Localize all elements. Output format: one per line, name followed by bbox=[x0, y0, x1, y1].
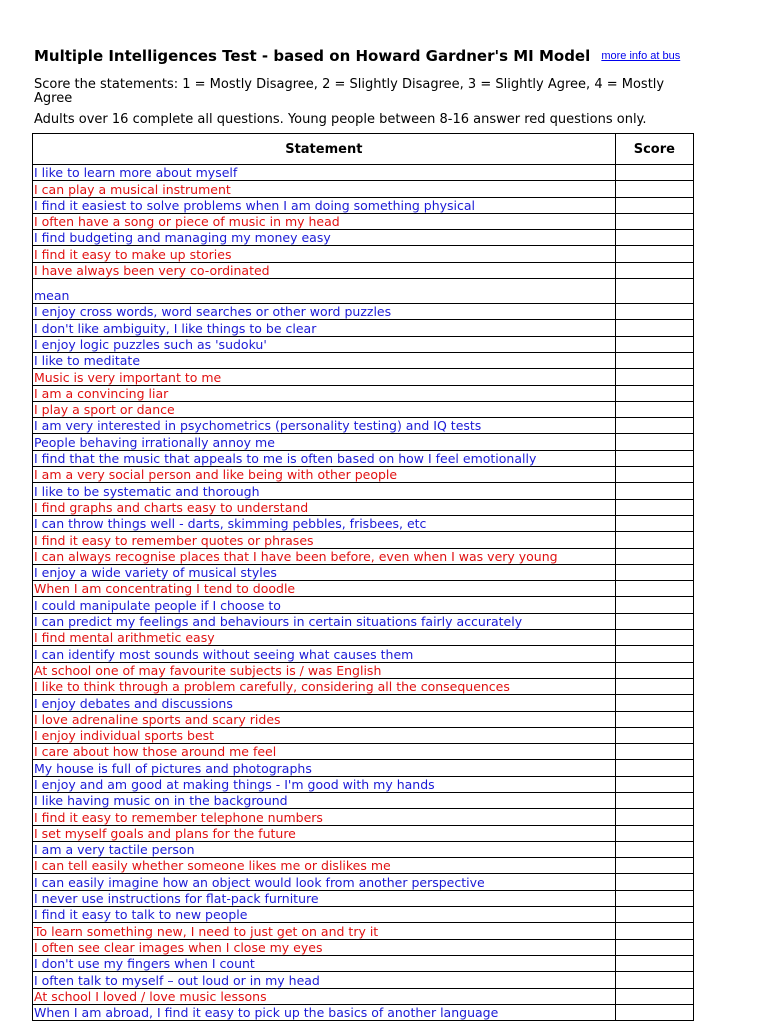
table-row bbox=[33, 369, 694, 385]
table-row bbox=[33, 320, 694, 336]
statement-cell: I have always been very co-ordinated bbox=[33, 262, 616, 278]
table-row bbox=[33, 499, 694, 515]
table-row bbox=[33, 418, 694, 434]
statement-cell: I don't like ambiguity, I like things to be clear bbox=[33, 320, 616, 336]
score-cell[interactable] bbox=[615, 320, 693, 336]
statement-cell: I enjoy individual sports best bbox=[33, 727, 616, 743]
score-cell[interactable] bbox=[615, 874, 693, 890]
score-cell[interactable] bbox=[615, 792, 693, 808]
statement-cell: I don't use my fingers when I count bbox=[33, 955, 616, 971]
statement-cell: I like to think through a problem carefully, considering all the consequences bbox=[33, 678, 616, 694]
table-row bbox=[33, 825, 694, 841]
statement-cell: I can easily imagine how an object would look from another perspective bbox=[33, 874, 616, 890]
statement-cell: I like to be systematic and thorough bbox=[33, 483, 616, 499]
score-cell[interactable] bbox=[615, 613, 693, 629]
statement-cell: At school I loved / love music lessons bbox=[33, 988, 616, 1004]
table-header-row bbox=[33, 134, 694, 165]
statement-cell: I never use instructions for flat-pack furniture bbox=[33, 890, 616, 906]
score-cell[interactable] bbox=[615, 467, 693, 483]
statement-cell: I can identify most sounds without seeing what causes them bbox=[33, 646, 616, 662]
statement-cell: To learn something new, I need to just get on and try it bbox=[33, 923, 616, 939]
statement-cell: I play a sport or dance bbox=[33, 401, 616, 417]
statement-cell: I often talk to myself – out loud or in my head bbox=[33, 972, 616, 988]
table-row bbox=[33, 564, 694, 580]
statement-cell: I can always recognise places that I have been before, even when I was very young bbox=[33, 548, 616, 564]
statement-cell: I like to meditate bbox=[33, 352, 616, 368]
score-cell[interactable] bbox=[615, 450, 693, 466]
statement-cell: I find that the music that appeals to me is often based on how I feel emotionally bbox=[33, 450, 616, 466]
statement-cell: I like to learn more about myself bbox=[33, 165, 616, 181]
statements-table bbox=[32, 133, 694, 1021]
score-cell[interactable] bbox=[615, 972, 693, 988]
table-row bbox=[33, 874, 694, 890]
score-cell[interactable] bbox=[615, 776, 693, 792]
statement-cell: I like having music on in the background bbox=[33, 792, 616, 808]
score-cell[interactable] bbox=[615, 825, 693, 841]
statement-cell: I am a very social person and like being with other people bbox=[33, 467, 616, 483]
statement-cell: I am very interested in psychometrics (personality testing) and IQ tests bbox=[33, 418, 616, 434]
page-title: Multiple Intelligences Test - based on Howard Gardner's MI Model bbox=[34, 47, 591, 65]
statement-cell: I could manipulate people if I choose to bbox=[33, 597, 616, 613]
score-cell[interactable] bbox=[615, 809, 693, 825]
statement-cell: I care about how those around me feel bbox=[33, 744, 616, 760]
statement-cell: I love adrenaline sports and scary rides bbox=[33, 711, 616, 727]
score-cell[interactable] bbox=[615, 597, 693, 613]
statement-cell: I set myself goals and plans for the future bbox=[33, 825, 616, 841]
table-row bbox=[33, 727, 694, 743]
scoring-instructions: Score the statements: 1 = Mostly Disagree, 2 = Slightly Disagree, 3 = Slightly Agree, 4 = Mostly Agree bbox=[34, 77, 665, 106]
score-column-header: Score bbox=[615, 134, 693, 165]
statement-cell: mean bbox=[33, 279, 616, 304]
statements-body bbox=[33, 165, 694, 1021]
score-cell[interactable] bbox=[615, 230, 693, 246]
statement-cell: I enjoy logic puzzles such as 'sudoku' bbox=[33, 336, 616, 352]
score-cell[interactable] bbox=[615, 695, 693, 711]
statement-cell: I find it easy to talk to new people bbox=[33, 907, 616, 923]
score-cell[interactable] bbox=[615, 923, 693, 939]
table-row bbox=[33, 630, 694, 646]
statement-cell: I find mental arithmetic easy bbox=[33, 630, 616, 646]
table-row bbox=[33, 483, 694, 499]
table-row bbox=[33, 695, 694, 711]
statement-column-header: Statement bbox=[33, 134, 616, 165]
table-row bbox=[33, 467, 694, 483]
table-row bbox=[33, 613, 694, 629]
statement-cell: I can play a musical instrument bbox=[33, 181, 616, 197]
score-cell[interactable] bbox=[615, 483, 693, 499]
score-cell[interactable] bbox=[615, 434, 693, 450]
statement-cell: I find it easiest to solve problems when I am doing something physical bbox=[33, 197, 616, 213]
score-cell[interactable] bbox=[615, 181, 693, 197]
table-row bbox=[33, 197, 694, 213]
score-cell[interactable] bbox=[615, 499, 693, 515]
statement-cell: People behaving irrationally annoy me bbox=[33, 434, 616, 450]
score-cell[interactable] bbox=[615, 678, 693, 694]
table-row bbox=[33, 532, 694, 548]
table-row bbox=[33, 939, 694, 955]
score-cell[interactable] bbox=[615, 907, 693, 923]
statement-cell: My house is full of pictures and photographs bbox=[33, 760, 616, 776]
score-cell[interactable] bbox=[615, 988, 693, 1004]
table-row bbox=[33, 744, 694, 760]
table-row bbox=[33, 450, 694, 466]
score-cell[interactable] bbox=[615, 890, 693, 906]
score-cell[interactable] bbox=[615, 548, 693, 564]
score-cell[interactable] bbox=[615, 418, 693, 434]
score-cell[interactable] bbox=[615, 662, 693, 678]
score-cell[interactable] bbox=[615, 401, 693, 417]
score-cell[interactable] bbox=[615, 630, 693, 646]
score-cell[interactable] bbox=[615, 1004, 693, 1020]
statement-cell: When I am abroad, I find it easy to pick up the basics of another language bbox=[33, 1004, 616, 1020]
statement-cell: I enjoy cross words, word searches or other word puzzles bbox=[33, 304, 616, 320]
title-row bbox=[34, 46, 734, 65]
statement-cell: I enjoy a wide variety of musical styles bbox=[33, 564, 616, 580]
table-row bbox=[33, 809, 694, 825]
statement-cell: I enjoy debates and discussions bbox=[33, 695, 616, 711]
table-row bbox=[33, 213, 694, 229]
table-row bbox=[33, 385, 694, 401]
statement-cell: I am a very tactile person bbox=[33, 841, 616, 857]
score-cell[interactable] bbox=[615, 304, 693, 320]
audience-instructions: Adults over 16 complete all questions. Young people between 8-16 answer red questions only. bbox=[34, 112, 647, 127]
table-row bbox=[33, 890, 694, 906]
score-cell[interactable] bbox=[615, 711, 693, 727]
table-row bbox=[33, 304, 694, 320]
table-row bbox=[33, 760, 694, 776]
table-row bbox=[33, 165, 694, 181]
table-row bbox=[33, 352, 694, 368]
table-row bbox=[33, 434, 694, 450]
table-row bbox=[33, 336, 694, 352]
table-row bbox=[33, 678, 694, 694]
statement-cell: I find it easy to remember quotes or phrases bbox=[33, 532, 616, 548]
statement-cell: At school one of may favourite subjects is / was English bbox=[33, 662, 616, 678]
statement-cell: I find budgeting and managing my money easy bbox=[33, 230, 616, 246]
table-row bbox=[33, 792, 694, 808]
statement-cell: When I am concentrating I tend to doodle bbox=[33, 581, 616, 597]
table-row bbox=[33, 1004, 694, 1020]
score-cell[interactable] bbox=[615, 369, 693, 385]
score-cell[interactable] bbox=[615, 279, 693, 304]
score-cell[interactable] bbox=[615, 197, 693, 213]
table-row bbox=[33, 955, 694, 971]
more-info-link[interactable]: more info at bus bbox=[601, 50, 681, 62]
statement-cell: I find it easy to remember telephone numbers bbox=[33, 809, 616, 825]
score-cell[interactable] bbox=[615, 939, 693, 955]
score-cell[interactable] bbox=[615, 352, 693, 368]
score-cell[interactable] bbox=[615, 213, 693, 229]
table-row bbox=[33, 841, 694, 857]
score-cell[interactable] bbox=[615, 581, 693, 597]
table-row bbox=[33, 401, 694, 417]
table-row bbox=[33, 858, 694, 874]
statement-cell: I can predict my feelings and behaviours in certain situations fairly accurately bbox=[33, 613, 616, 629]
score-cell[interactable] bbox=[615, 532, 693, 548]
table-row bbox=[33, 907, 694, 923]
statement-cell: I enjoy and am good at making things - I'm good with my hands bbox=[33, 776, 616, 792]
statement-cell: I can tell easily whether someone likes me or dislikes me bbox=[33, 858, 616, 874]
table-row bbox=[33, 246, 694, 262]
score-cell[interactable] bbox=[615, 385, 693, 401]
table-row bbox=[33, 776, 694, 792]
table-row bbox=[33, 988, 694, 1004]
table-row bbox=[33, 262, 694, 278]
score-cell[interactable] bbox=[615, 955, 693, 971]
statement-cell: Music is very important to me bbox=[33, 369, 616, 385]
score-cell[interactable] bbox=[615, 246, 693, 262]
table-row bbox=[33, 581, 694, 597]
score-cell[interactable] bbox=[615, 858, 693, 874]
table-row bbox=[33, 181, 694, 197]
score-cell[interactable] bbox=[615, 727, 693, 743]
table-row bbox=[33, 646, 694, 662]
table-row bbox=[33, 923, 694, 939]
statement-cell: I find graphs and charts easy to understand bbox=[33, 499, 616, 515]
score-cell[interactable] bbox=[615, 262, 693, 278]
table-row bbox=[33, 230, 694, 246]
score-cell[interactable] bbox=[615, 841, 693, 857]
table-row bbox=[33, 711, 694, 727]
score-cell[interactable] bbox=[615, 744, 693, 760]
score-cell[interactable] bbox=[615, 646, 693, 662]
score-cell[interactable] bbox=[615, 336, 693, 352]
statement-cell: I am a convincing liar bbox=[33, 385, 616, 401]
score-cell[interactable] bbox=[615, 515, 693, 531]
table-row bbox=[33, 279, 694, 304]
score-cell[interactable] bbox=[615, 760, 693, 776]
statement-cell: I often have a song or piece of music in my head bbox=[33, 213, 616, 229]
score-cell[interactable] bbox=[615, 165, 693, 181]
statement-cell: I can throw things well - darts, skimming pebbles, frisbees, etc bbox=[33, 515, 616, 531]
table-row bbox=[33, 662, 694, 678]
table-row bbox=[33, 597, 694, 613]
statement-cell: I often see clear images when I close my eyes bbox=[33, 939, 616, 955]
table-row bbox=[33, 548, 694, 564]
score-cell[interactable] bbox=[615, 564, 693, 580]
table-row bbox=[33, 515, 694, 531]
statement-cell: I find it easy to make up stories bbox=[33, 246, 616, 262]
table-row bbox=[33, 972, 694, 988]
